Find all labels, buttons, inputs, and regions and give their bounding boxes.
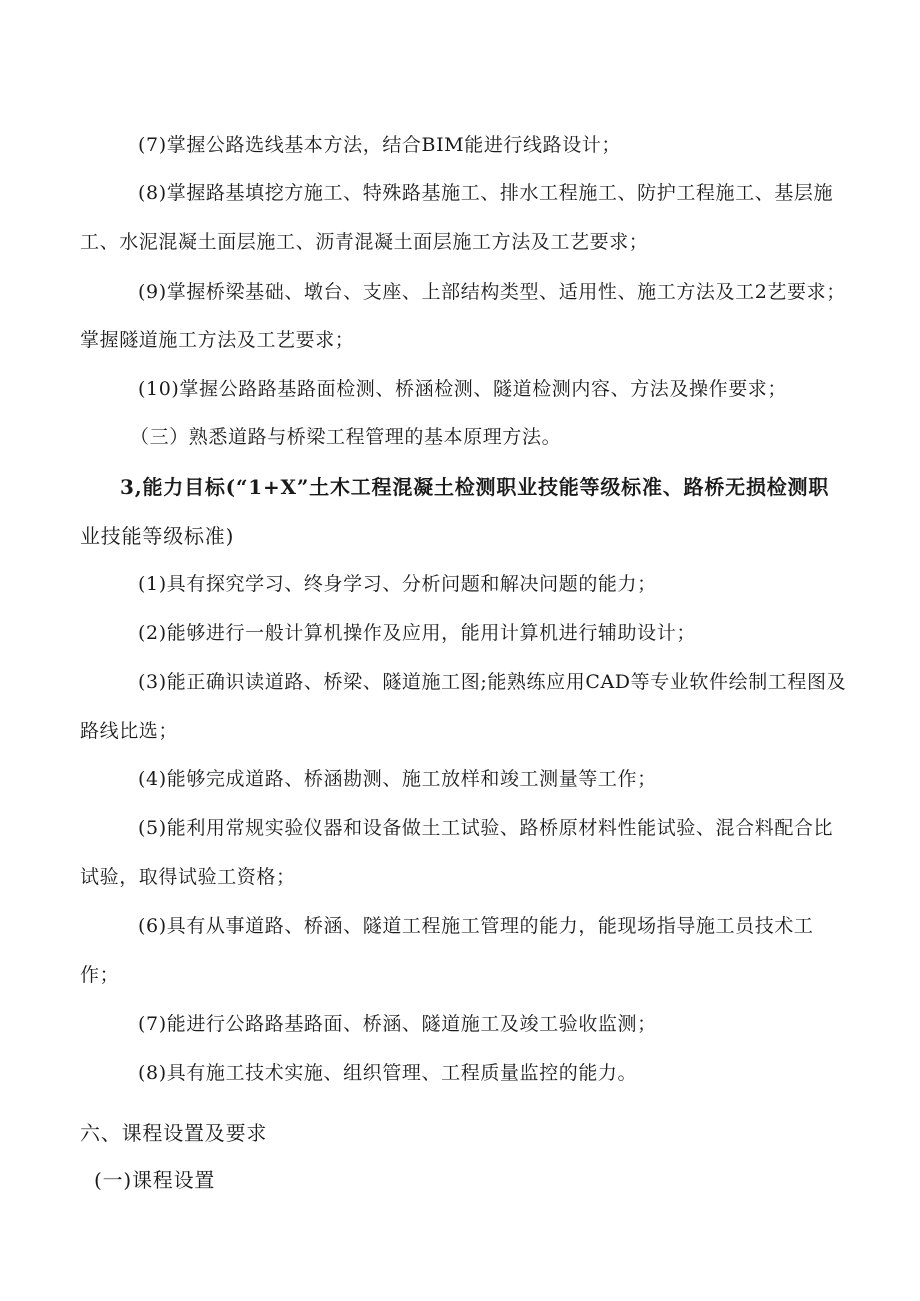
knowledge-item-9-line-1: (9)掌握桥梁基础、墩台、支座、上部结构类型、适用性、施工方法及工2艺要求； <box>138 281 846 303</box>
course-section-heading: 六、课程设置及要求 <box>80 1121 268 1145</box>
ability-item-6-line-1: (6)具有从事道路、桥涵、隧道工程施工管理的能力，能现场指导施工员技术工 <box>138 915 814 937</box>
knowledge-item-7: (7)掌握公路选线基本方法，结合BIM能进行线路设计； <box>138 134 622 156</box>
ability-item-2: (2)能够进行一般计算机操作及应用，能用计算机进行辅助设计； <box>138 622 696 644</box>
knowledge-item-9-line-2: 掌握隧道施工方法及工艺要求； <box>80 329 355 351</box>
knowledge-item-three: （三）熟悉道路与桥梁工程管理的基本原理方法。 <box>130 426 562 448</box>
knowledge-item-8-line-2: 工、水泥混凝土面层施工、沥青混凝土面层施工方法及工艺要求； <box>80 231 649 253</box>
ability-item-4: (4)能够完成道路、桥涵勘测、施工放样和竣工测量等工作； <box>138 768 657 790</box>
knowledge-item-10: (10)掌握公路路基路面检测、桥涵检测、隧道检测内容、方法及操作要求； <box>138 378 788 400</box>
ability-item-3-line-2: 路线比选； <box>80 720 179 742</box>
ability-heading-line-2: 业技能等级标准) <box>80 524 235 548</box>
course-subheading: (一)课程设置 <box>94 1168 216 1192</box>
ability-item-5-line-2: 试验，取得试验工资格； <box>80 866 296 888</box>
ability-item-3-line-1: (3)能正确识读道路、桥梁、隧道施工图;能熟练应用CAD等专业软件绘制工程图及 <box>138 671 847 693</box>
ability-item-6-line-2: 作； <box>80 964 120 986</box>
ability-heading-line-1: 3,能力目标(“1+X”土木工程混凝土检测职业技能等级标准、路桥无损检测职 <box>120 475 830 499</box>
ability-item-8: (8)具有施工技术实施、组织管理、工程质量监控的能力。 <box>138 1062 638 1084</box>
knowledge-item-8-line-1: (8)掌握路基填挖方施工、特殊路基施工、排水工程施工、防护工程施工、基层施 <box>138 182 834 204</box>
ability-item-1: (1)具有探究学习、终身学习、分析问题和解决问题的能力； <box>138 573 657 595</box>
ability-item-5-line-1: (5)能利用常规实验仪器和设备做土工试验、路桥原材料性能试验、混合料配合比 <box>138 817 834 839</box>
ability-item-7: (7)能进行公路路基路面、桥涵、隧道施工及竣工验收监测； <box>138 1013 657 1035</box>
